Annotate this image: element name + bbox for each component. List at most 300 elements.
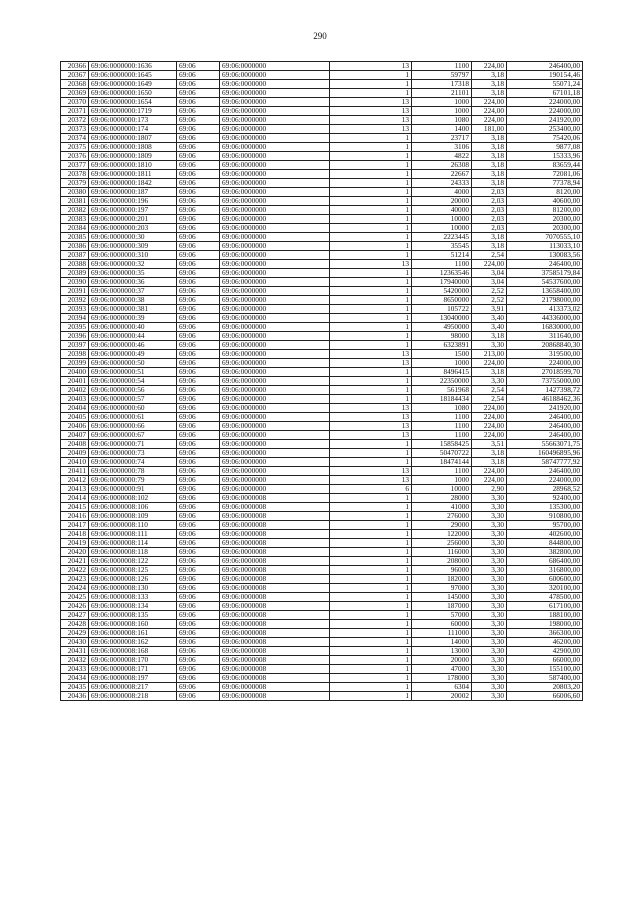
row-number-cell: 20387 (61, 251, 89, 260)
specific-value-cell: 224,00 (472, 359, 507, 368)
cadastral-quarter-cell: 69:06:0000000 (220, 332, 330, 341)
area-value-cell: 8650000 (412, 296, 472, 305)
land-use-group-cell: 1 (330, 683, 412, 692)
area-value-cell: 1400 (412, 125, 472, 134)
table-row (61, 476, 583, 485)
area-value-cell: 1000 (412, 476, 472, 485)
table-row (61, 449, 583, 458)
table-row (61, 278, 583, 287)
district-code-cell: 69:06 (177, 251, 220, 260)
district-code-cell: 69:06 (177, 260, 220, 269)
cadastral-quarter-cell: 69:06:0000008 (220, 665, 330, 674)
table-row (61, 665, 583, 674)
cadastral-value-cell: 55663071,75 (507, 440, 583, 449)
land-use-group-cell: 1 (330, 296, 412, 305)
table-row (61, 170, 583, 179)
specific-value-cell: 224,00 (472, 413, 507, 422)
cadastral-value-cell: 40600,00 (507, 197, 583, 206)
page-number: 290 (313, 31, 327, 41)
row-number-cell: 20406 (61, 422, 89, 431)
area-value-cell: 1500 (412, 350, 472, 359)
cadastral-quarter-cell: 69:06:0000008 (220, 530, 330, 539)
area-value-cell: 60000 (412, 620, 472, 629)
row-number-cell: 20412 (61, 476, 89, 485)
area-value-cell: 51214 (412, 251, 472, 260)
cadastral-quarter-cell: 69:06:0000000 (220, 125, 330, 134)
cadastral-quarter-cell: 69:06:0000008 (220, 683, 330, 692)
table-row (61, 287, 583, 296)
table-row (61, 404, 583, 413)
area-value-cell: 111000 (412, 629, 472, 638)
table-row (61, 458, 583, 467)
table-row (61, 611, 583, 620)
cadastral-number-cell: 69:06:0000000:37 (89, 287, 177, 296)
land-use-group-cell: 1 (330, 143, 412, 152)
district-code-cell: 69:06 (177, 431, 220, 440)
district-code-cell: 69:06 (177, 368, 220, 377)
cadastral-quarter-cell: 69:06:0000008 (220, 647, 330, 656)
land-use-group-cell: 13 (330, 125, 412, 134)
district-code-cell: 69:06 (177, 359, 220, 368)
cadastral-quarter-cell: 69:06:0000000 (220, 197, 330, 206)
district-code-cell: 69:06 (177, 566, 220, 575)
specific-value-cell: 3,30 (472, 620, 507, 629)
land-use-group-cell: 1 (330, 602, 412, 611)
specific-value-cell: 3,18 (472, 80, 507, 89)
specific-value-cell: 224,00 (472, 431, 507, 440)
specific-value-cell: 3,30 (472, 575, 507, 584)
table-row (61, 467, 583, 476)
cadastral-value-cell: 1427398,72 (507, 386, 583, 395)
district-code-cell: 69:06 (177, 152, 220, 161)
cadastral-number-cell: 69:06:0000000:40 (89, 323, 177, 332)
area-value-cell: 6323891 (412, 341, 472, 350)
district-code-cell: 69:06 (177, 476, 220, 485)
row-number-cell: 20422 (61, 566, 89, 575)
specific-value-cell: 3,30 (472, 629, 507, 638)
cadastral-quarter-cell: 69:06:0000000 (220, 467, 330, 476)
table-row (61, 431, 583, 440)
specific-value-cell: 3,18 (472, 332, 507, 341)
specific-value-cell: 2,90 (472, 485, 507, 494)
cadastral-value-cell: 844800,00 (507, 539, 583, 548)
cadastral-number-cell: 69:06:0000008:122 (89, 557, 177, 566)
cadastral-quarter-cell: 69:06:0000008 (220, 692, 330, 701)
cadastral-value-cell: 910800,00 (507, 512, 583, 521)
row-number-cell: 20429 (61, 629, 89, 638)
table-row (61, 575, 583, 584)
row-number-cell: 20389 (61, 269, 89, 278)
district-code-cell: 69:06 (177, 386, 220, 395)
cadastral-value-cell: 8120,00 (507, 188, 583, 197)
row-number-cell: 20433 (61, 665, 89, 674)
cadastral-quarter-cell: 69:06:0000000 (220, 161, 330, 170)
cadastral-quarter-cell: 69:06:0000000 (220, 368, 330, 377)
cadastral-number-cell: 69:06:0000008:135 (89, 611, 177, 620)
cadastral-number-cell: 69:06:0000008:217 (89, 683, 177, 692)
district-code-cell: 69:06 (177, 638, 220, 647)
row-number-cell: 20410 (61, 458, 89, 467)
cadastral-value-cell: 135300,00 (507, 503, 583, 512)
table-row (61, 683, 583, 692)
cadastral-value-cell: 160496895,96 (507, 449, 583, 458)
specific-value-cell: 3,30 (472, 512, 507, 521)
cadastral-value-cell: 320100,00 (507, 584, 583, 593)
area-value-cell: 20000 (412, 197, 472, 206)
cadastral-number-cell: 69:06:0000000:30 (89, 233, 177, 242)
district-code-cell: 69:06 (177, 170, 220, 179)
district-code-cell: 69:06 (177, 485, 220, 494)
row-number-cell: 20427 (61, 611, 89, 620)
land-use-group-cell: 1 (330, 647, 412, 656)
cadastral-number-cell: 69:06:0000000:60 (89, 404, 177, 413)
row-number-cell: 20373 (61, 125, 89, 134)
cadastral-value-cell: 27018599,70 (507, 368, 583, 377)
cadastral-number-cell: 69:06:0000000:56 (89, 386, 177, 395)
cadastral-quarter-cell: 69:06:0000000 (220, 476, 330, 485)
row-number-cell: 20378 (61, 170, 89, 179)
district-code-cell: 69:06 (177, 296, 220, 305)
cadastral-number-cell: 69:06:0000000:197 (89, 206, 177, 215)
specific-value-cell: 3,30 (472, 593, 507, 602)
land-use-group-cell: 1 (330, 242, 412, 251)
table-row (61, 557, 583, 566)
land-use-group-cell: 1 (330, 215, 412, 224)
cadastral-value-cell: 113033,10 (507, 242, 583, 251)
cadastral-quarter-cell: 69:06:0000000 (220, 143, 330, 152)
table-row (61, 440, 583, 449)
cadastral-number-cell: 69:06:0000008:168 (89, 647, 177, 656)
area-value-cell: 22667 (412, 170, 472, 179)
district-code-cell: 69:06 (177, 692, 220, 701)
table-row (61, 341, 583, 350)
cadastral-quarter-cell: 69:06:0000000 (220, 215, 330, 224)
land-use-group-cell: 1 (330, 593, 412, 602)
land-use-group-cell: 1 (330, 386, 412, 395)
district-code-cell: 69:06 (177, 134, 220, 143)
cadastral-quarter-cell: 69:06:0000000 (220, 296, 330, 305)
district-code-cell: 69:06 (177, 521, 220, 530)
cadastral-value-cell: 246400,00 (507, 467, 583, 476)
area-value-cell: 47000 (412, 665, 472, 674)
district-code-cell: 69:06 (177, 413, 220, 422)
land-use-group-cell: 1 (330, 620, 412, 629)
cadastral-number-cell: 69:06:0000008:218 (89, 692, 177, 701)
table-row (61, 377, 583, 386)
cadastral-quarter-cell: 69:06:0000008 (220, 539, 330, 548)
cadastral-value-cell: 73755000,00 (507, 377, 583, 386)
cadastral-value-cell: 46188462,36 (507, 395, 583, 404)
land-use-group-cell: 13 (330, 107, 412, 116)
table-row (61, 521, 583, 530)
specific-value-cell: 224,00 (472, 260, 507, 269)
specific-value-cell: 3,30 (472, 494, 507, 503)
cadastral-quarter-cell: 69:06:0000000 (220, 233, 330, 242)
area-value-cell: 17940000 (412, 278, 472, 287)
table-row (61, 674, 583, 683)
district-code-cell: 69:06 (177, 548, 220, 557)
area-value-cell: 14000 (412, 638, 472, 647)
cadastral-number-cell: 69:06:0000000:1810 (89, 161, 177, 170)
area-value-cell: 18474144 (412, 458, 472, 467)
table-row (61, 656, 583, 665)
row-number-cell: 20407 (61, 431, 89, 440)
land-use-group-cell: 1 (330, 575, 412, 584)
cadastral-number-cell: 69:06:0000000:49 (89, 350, 177, 359)
area-value-cell: 10000 (412, 485, 472, 494)
cadastral-number-cell: 69:06:0000000:1645 (89, 71, 177, 80)
cadastral-value-cell: 617100,00 (507, 602, 583, 611)
specific-value-cell: 3,30 (472, 638, 507, 647)
land-use-group-cell: 1 (330, 80, 412, 89)
row-number-cell: 20409 (61, 449, 89, 458)
cadastral-quarter-cell: 69:06:0000000 (220, 188, 330, 197)
cadastral-quarter-cell: 69:06:0000008 (220, 656, 330, 665)
cadastral-number-cell: 69:06:0000000:310 (89, 251, 177, 260)
table-row (61, 62, 583, 71)
district-code-cell: 69:06 (177, 539, 220, 548)
district-code-cell: 69:06 (177, 611, 220, 620)
cadastral-value-cell: 366300,00 (507, 629, 583, 638)
row-number-cell: 20424 (61, 584, 89, 593)
cadastral-number-cell: 69:06:0000000:44 (89, 332, 177, 341)
district-code-cell: 69:06 (177, 269, 220, 278)
cadastral-number-cell: 69:06:0000000:54 (89, 377, 177, 386)
row-number-cell: 20436 (61, 692, 89, 701)
district-code-cell: 69:06 (177, 323, 220, 332)
district-code-cell: 69:06 (177, 395, 220, 404)
land-use-group-cell: 13 (330, 62, 412, 71)
area-value-cell: 21101 (412, 89, 472, 98)
specific-value-cell: 224,00 (472, 62, 507, 71)
cadastral-value-cell: 77378,94 (507, 179, 583, 188)
land-use-group-cell: 1 (330, 233, 412, 242)
district-code-cell: 69:06 (177, 530, 220, 539)
area-value-cell: 561968 (412, 386, 472, 395)
cadastral-quarter-cell: 69:06:0000008 (220, 593, 330, 602)
area-value-cell: 29000 (412, 521, 472, 530)
cadastral-quarter-cell: 69:06:0000000 (220, 89, 330, 98)
cadastral-quarter-cell: 69:06:0000000 (220, 377, 330, 386)
area-value-cell: 57000 (412, 611, 472, 620)
row-number-cell: 20367 (61, 71, 89, 80)
cadastral-number-cell: 69:06:0000000:91 (89, 485, 177, 494)
cadastral-quarter-cell: 69:06:0000008 (220, 584, 330, 593)
cadastral-number-cell: 69:06:0000008:162 (89, 638, 177, 647)
row-number-cell: 20397 (61, 341, 89, 350)
row-number-cell: 20374 (61, 134, 89, 143)
land-use-group-cell: 1 (330, 188, 412, 197)
cadastral-number-cell: 69:06:0000000:66 (89, 422, 177, 431)
specific-value-cell: 224,00 (472, 98, 507, 107)
land-use-group-cell: 1 (330, 251, 412, 260)
table-row (61, 530, 583, 539)
row-number-cell: 20402 (61, 386, 89, 395)
cadastral-number-cell: 69:06:0000000:1809 (89, 152, 177, 161)
row-number-cell: 20434 (61, 674, 89, 683)
land-use-group-cell: 1 (330, 71, 412, 80)
cadastral-quarter-cell: 69:06:0000008 (220, 629, 330, 638)
district-code-cell: 69:06 (177, 674, 220, 683)
land-use-group-cell: 1 (330, 269, 412, 278)
cadastral-quarter-cell: 69:06:0000000 (220, 242, 330, 251)
area-value-cell: 1080 (412, 116, 472, 125)
area-value-cell: 1100 (412, 62, 472, 71)
specific-value-cell: 3,30 (472, 377, 507, 386)
specific-value-cell: 3,30 (472, 539, 507, 548)
cadastral-value-cell: 478500,00 (507, 593, 583, 602)
area-value-cell: 40000 (412, 206, 472, 215)
cadastral-number-cell: 69:06:0000008:125 (89, 566, 177, 575)
land-use-group-cell: 1 (330, 314, 412, 323)
cadastral-quarter-cell: 69:06:0000000 (220, 269, 330, 278)
cadastral-quarter-cell: 69:06:0000008 (220, 566, 330, 575)
table-row (61, 242, 583, 251)
cadastral-quarter-cell: 69:06:0000000 (220, 413, 330, 422)
table-row (61, 629, 583, 638)
cadastral-value-cell: 42900,00 (507, 647, 583, 656)
cadastral-number-cell: 69:06:0000008:110 (89, 521, 177, 530)
district-code-cell: 69:06 (177, 341, 220, 350)
row-number-cell: 20372 (61, 116, 89, 125)
specific-value-cell: 3,30 (472, 557, 507, 566)
table-row (61, 332, 583, 341)
table-row (61, 602, 583, 611)
cadastral-quarter-cell: 69:06:0000000 (220, 350, 330, 359)
cadastral-quarter-cell: 69:06:0000000 (220, 224, 330, 233)
specific-value-cell: 3,18 (472, 134, 507, 143)
cadastral-number-cell: 69:06:0000008:114 (89, 539, 177, 548)
cadastral-number-cell: 69:06:0000000:79 (89, 476, 177, 485)
table-row (61, 584, 583, 593)
table-row (61, 71, 583, 80)
specific-value-cell: 3,30 (472, 656, 507, 665)
specific-value-cell: 224,00 (472, 422, 507, 431)
row-number-cell: 20379 (61, 179, 89, 188)
land-use-group-cell: 13 (330, 476, 412, 485)
land-use-group-cell: 13 (330, 431, 412, 440)
area-value-cell: 10000 (412, 215, 472, 224)
cadastral-value-cell: 587400,00 (507, 674, 583, 683)
cadastral-value-cell: 246400,00 (507, 260, 583, 269)
district-code-cell: 69:06 (177, 332, 220, 341)
cadastral-quarter-cell: 69:06:0000000 (220, 98, 330, 107)
row-number-cell: 20398 (61, 350, 89, 359)
cadastral-quarter-cell: 69:06:0000000 (220, 206, 330, 215)
area-value-cell: 41000 (412, 503, 472, 512)
cadastral-quarter-cell: 69:06:0000000 (220, 359, 330, 368)
cadastral-number-cell: 69:06:0000000:73 (89, 449, 177, 458)
land-use-group-cell: 13 (330, 404, 412, 413)
cadastral-quarter-cell: 69:06:0000008 (220, 611, 330, 620)
cadastral-quarter-cell: 69:06:0000000 (220, 260, 330, 269)
area-value-cell: 10000 (412, 224, 472, 233)
table-row (61, 323, 583, 332)
cadastral-value-cell: 28968,52 (507, 485, 583, 494)
district-code-cell: 69:06 (177, 665, 220, 674)
specific-value-cell: 3,30 (472, 611, 507, 620)
cadastral-number-cell: 69:06:0000000:1649 (89, 80, 177, 89)
specific-value-cell: 2,54 (472, 251, 507, 260)
cadastral-number-cell: 69:06:0000008:130 (89, 584, 177, 593)
cadastral-quarter-cell: 69:06:0000008 (220, 674, 330, 683)
district-code-cell: 69:06 (177, 215, 220, 224)
land-use-group-cell: 13 (330, 422, 412, 431)
cadastral-quarter-cell: 69:06:0000000 (220, 152, 330, 161)
cadastral-number-cell: 69:06:0000000:74 (89, 458, 177, 467)
land-use-group-cell: 1 (330, 134, 412, 143)
specific-value-cell: 2,03 (472, 215, 507, 224)
cadastral-number-cell: 69:06:0000000:174 (89, 125, 177, 134)
row-number-cell: 20423 (61, 575, 89, 584)
cadastral-number-cell: 69:06:0000000:173 (89, 116, 177, 125)
district-code-cell: 69:06 (177, 278, 220, 287)
cadastral-number-cell: 69:06:0000008:197 (89, 674, 177, 683)
table-row (61, 314, 583, 323)
land-use-group-cell: 1 (330, 629, 412, 638)
land-use-group-cell: 1 (330, 170, 412, 179)
specific-value-cell: 3,04 (472, 278, 507, 287)
district-code-cell: 69:06 (177, 80, 220, 89)
cadastral-quarter-cell: 69:06:0000000 (220, 80, 330, 89)
district-code-cell: 69:06 (177, 143, 220, 152)
row-number-cell: 20375 (61, 143, 89, 152)
district-code-cell: 69:06 (177, 71, 220, 80)
area-value-cell: 96000 (412, 566, 472, 575)
cadastral-quarter-cell: 69:06:0000000 (220, 440, 330, 449)
table-row (61, 485, 583, 494)
row-number-cell: 20432 (61, 656, 89, 665)
cadastral-value-cell: 600600,00 (507, 575, 583, 584)
district-code-cell: 69:06 (177, 107, 220, 116)
table-row (61, 548, 583, 557)
table-row (61, 368, 583, 377)
row-number-cell: 20380 (61, 188, 89, 197)
table-row (61, 647, 583, 656)
cadastral-number-cell: 69:06:0000000:51 (89, 368, 177, 377)
table-row (61, 692, 583, 701)
cadastral-number-cell: 69:06:0000008:109 (89, 512, 177, 521)
district-code-cell: 69:06 (177, 287, 220, 296)
cadastral-value-cell: 382800,00 (507, 548, 583, 557)
table-row (61, 386, 583, 395)
cadastral-quarter-cell: 69:06:0000000 (220, 107, 330, 116)
cadastral-quarter-cell: 69:06:0000000 (220, 458, 330, 467)
cadastral-quarter-cell: 69:06:0000000 (220, 395, 330, 404)
land-use-group-cell: 1 (330, 89, 412, 98)
row-number-cell: 20426 (61, 602, 89, 611)
district-code-cell: 69:06 (177, 242, 220, 251)
table-row (61, 89, 583, 98)
row-number-cell: 20401 (61, 377, 89, 386)
cadastral-value-cell: 130083,56 (507, 251, 583, 260)
cadastral-value-cell: 72081,06 (507, 170, 583, 179)
cadastral-quarter-cell: 69:06:0000000 (220, 278, 330, 287)
cadastral-value-cell: 66000,00 (507, 656, 583, 665)
row-number-cell: 20415 (61, 503, 89, 512)
district-code-cell: 69:06 (177, 656, 220, 665)
table-row (61, 638, 583, 647)
cadastral-number-cell: 69:06:0000008:102 (89, 494, 177, 503)
land-use-group-cell: 1 (330, 512, 412, 521)
land-use-group-cell: 13 (330, 413, 412, 422)
area-value-cell: 13040000 (412, 314, 472, 323)
land-use-group-cell: 1 (330, 179, 412, 188)
specific-value-cell: 3,30 (472, 602, 507, 611)
land-use-group-cell: 1 (330, 161, 412, 170)
land-use-group-cell: 1 (330, 152, 412, 161)
cadastral-value-cell: 55071,24 (507, 80, 583, 89)
